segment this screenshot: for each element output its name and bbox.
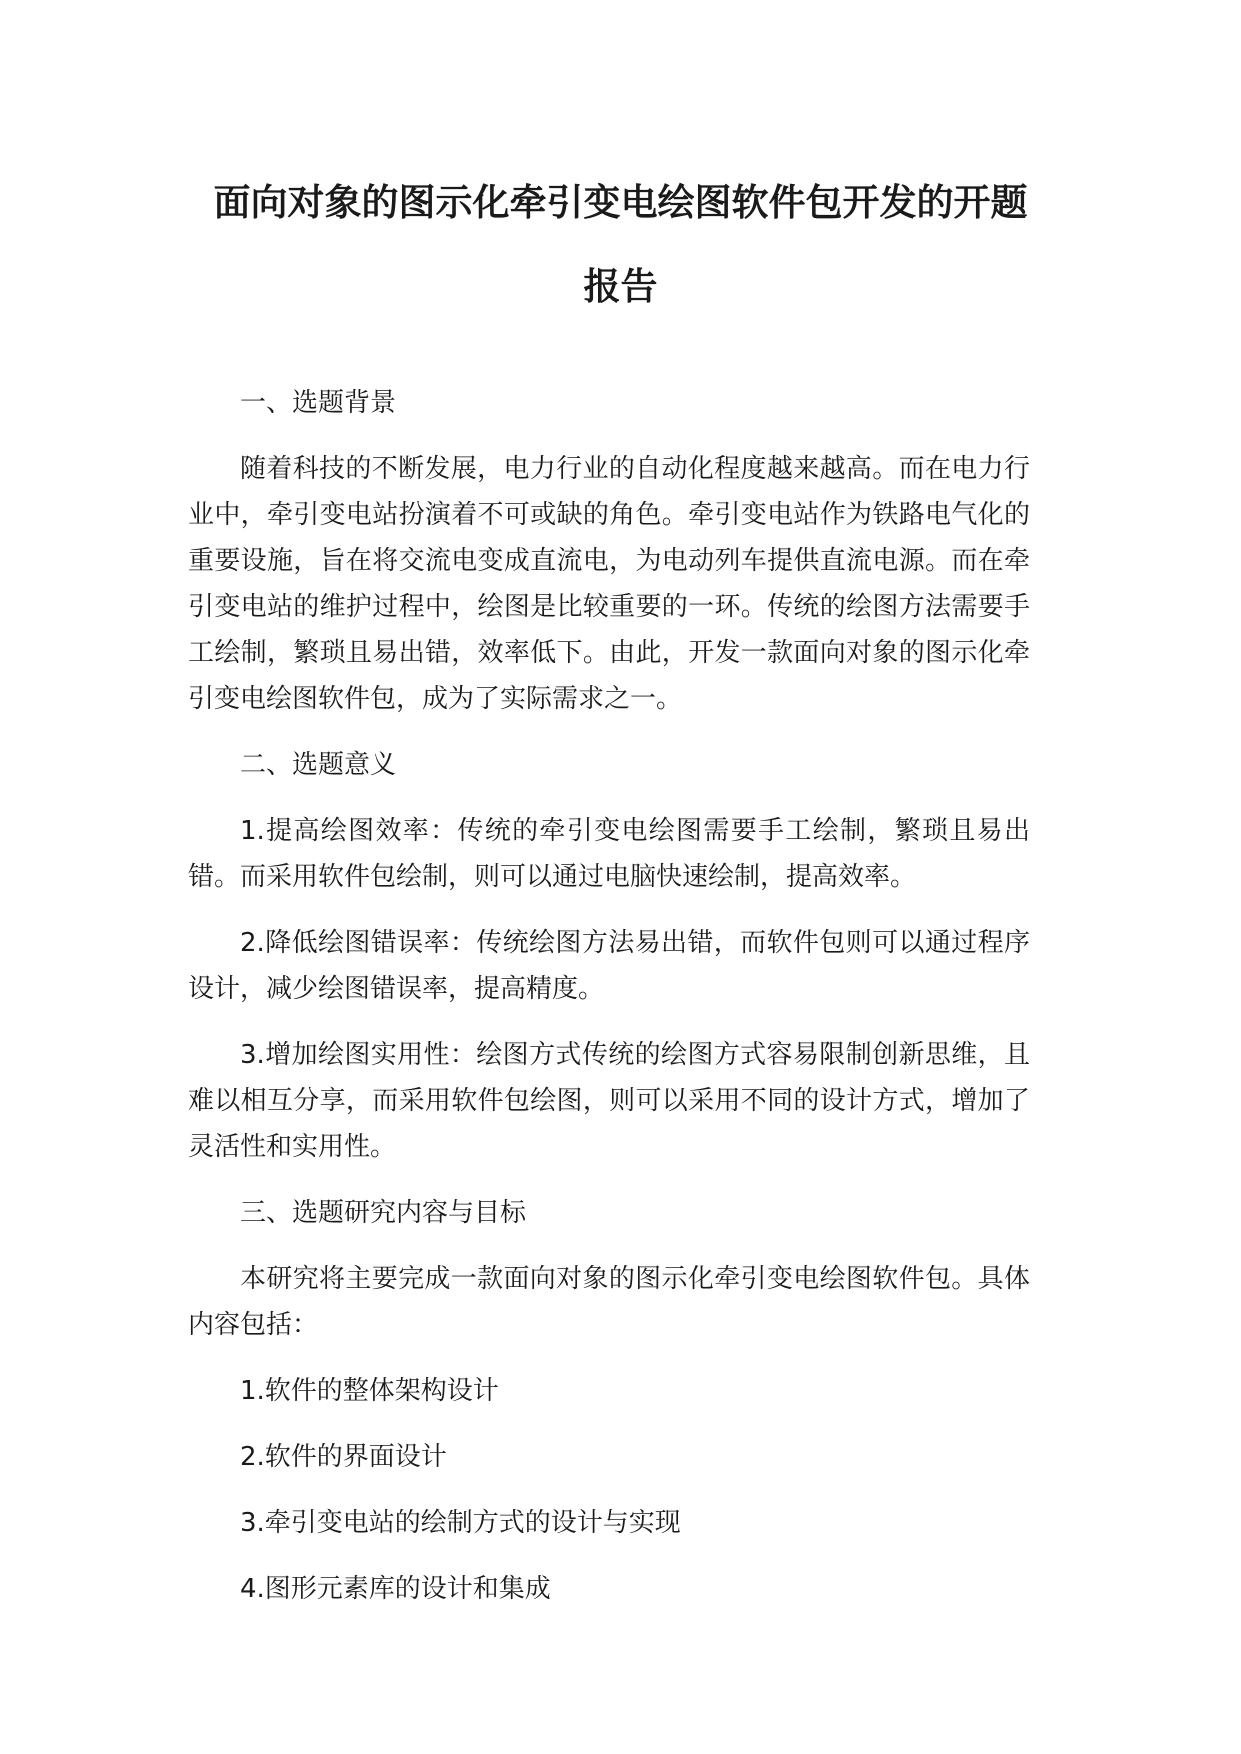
- paragraph-content-intro: 本研究将主要完成一款面向对象的图示化牵引变电绘图软件包。具体内容包括：: [188, 1264, 1030, 1340]
- paragraph-significance-2: 2.降低绘图错误率：传统绘图方法易出错，而软件包则可以通过程序设计，减少绘图错误率，提高精度。: [188, 928, 1030, 1004]
- list-item-architecture: 1.软件的整体架构设计: [240, 1376, 499, 1406]
- section-heading-content-goals: 三、选题研究内容与目标: [240, 1198, 527, 1228]
- paragraph-significance-3: 3.增加绘图实用性：绘图方式传统的绘图方式容易限制创新思维，且难以相互分享，而采用软件包绘图，则可以采用不同的设计方式，增加了灵活性和实用性。: [188, 1040, 1030, 1162]
- document-title-line-1: 面向对象的图示化牵引变电绘图软件包开发的开题: [213, 181, 1028, 224]
- list-item-drawing-method: 3.牵引变电站的绘制方式的设计与实现: [240, 1508, 681, 1538]
- document-body: [188, 380, 1030, 1632]
- section-heading-significance: 二、选题意义: [240, 750, 397, 780]
- paragraph-background: 随着科技的不断发展，电力行业的自动化程度越来越高。而在电力行业中，牵引变电站扮演着不可或缺的角色。牵引变电站作为铁路电气化的重要设施，旨在将交流电变成直流电，为电动列车提供直流电源。而在牵引变电站的维护过程中，绘图是比较重要的一环。传统的绘图方法需要手工绘制，繁琐且易出错，效率低下。由此，开发一款面向对象的图示化牵引变电绘图软件包，成为了实际需求之一。: [188, 454, 1030, 714]
- paragraph-significance-1: 1.提高绘图效率：传统的牵引变电绘图需要手工绘制，繁琐且易出错。而采用软件包绘制，则可以通过电脑快速绘制，提高效率。: [188, 816, 1030, 892]
- list-item-element-library: 4.图形元素库的设计和集成: [240, 1574, 551, 1604]
- section-heading-background: 一、选题背景: [240, 388, 397, 418]
- document-title-line-2: 报告: [583, 265, 658, 308]
- list-item-interface: 2.软件的界面设计: [240, 1442, 447, 1472]
